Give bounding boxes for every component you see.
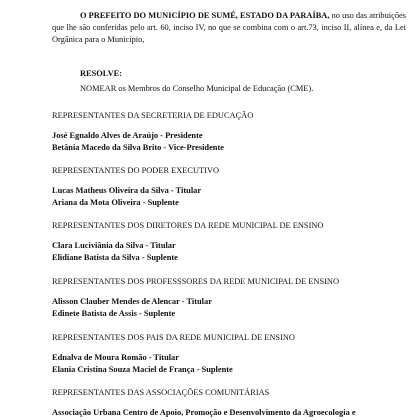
section-secretaria-educacao: [52, 110, 412, 154]
member-name: Ariana da Mota Oliveira - Suplente: [52, 198, 179, 207]
section-title: REPRESENTANTES DA SECRETERIA DE EDUCAÇÃO: [52, 111, 254, 120]
intro-heading: O PREFEITO DO MUNICÍPIO DE SUMÉ, ESTADO DA PARAÍBA,: [80, 11, 330, 20]
section-title: REPRESENTANTES DAS ASSOCIAÇÕES COMUNITÁRIAS: [52, 388, 270, 397]
section-diretores: [52, 220, 412, 264]
member-name: Edinete Batista de Assis - Suplente: [52, 309, 176, 318]
section-title: REPRESENTANTES DOS PROFESSSORES DA REDE MUNICIPAL DE ENSINO: [52, 277, 339, 286]
intro-text: no uso das atribuições que lhe são conferidas pelo art. 60, inciso IV, no que se combina com o art.73, inciso II, alínea e, da Lei Orgânica para o Município,: [52, 11, 406, 44]
nomear-paragraph: NOMEAR os Membros do Conselho Municipal de Educação (CME).: [80, 84, 314, 93]
section-title: REPRESENTANTES DOS PAIS DA REDE MUNICIPAL DE ENSINO: [52, 333, 295, 342]
member-name: Elidiane Batista da Silva - Suplente: [52, 253, 178, 262]
member-name: Elania Cristina Souza Maciel de França - Suplente: [52, 365, 233, 374]
section-associacoes-comunitarias: [52, 387, 412, 419]
section-poder-executivo: [52, 165, 412, 209]
member-name: Associação Urbana Centro de Apoio, Promoção e Desenvolvimento da Agroecologia e: [52, 408, 356, 417]
section-title: REPRESENTANTES DO PODER EXECUTIVO: [52, 166, 220, 175]
intro-paragraph: [52, 10, 406, 46]
member-name: Lucas Matheus Oliveira da Silva - Titular: [52, 186, 202, 195]
member-name: Ednalva de Moura Romão - Titular: [52, 353, 179, 362]
resolve-heading: RESOLVE:: [80, 69, 123, 78]
member-name: Betânia Macedo da Silva Brito - Vice-Presidente: [52, 143, 224, 152]
member-name: José Egnaldo Alves de Araújo - Presidente: [52, 131, 203, 140]
section-title: REPRESENTANTES DOS DIRETORES DA REDE MUNICIPAL DE ENSINO: [52, 221, 324, 230]
section-professores: [52, 276, 412, 320]
member-name: Clara Luciviânia da Silva - Titular: [52, 241, 176, 250]
section-pais: [52, 332, 412, 376]
member-name: Alisson Clauber Mendes de Alencar - Titular: [52, 297, 212, 306]
